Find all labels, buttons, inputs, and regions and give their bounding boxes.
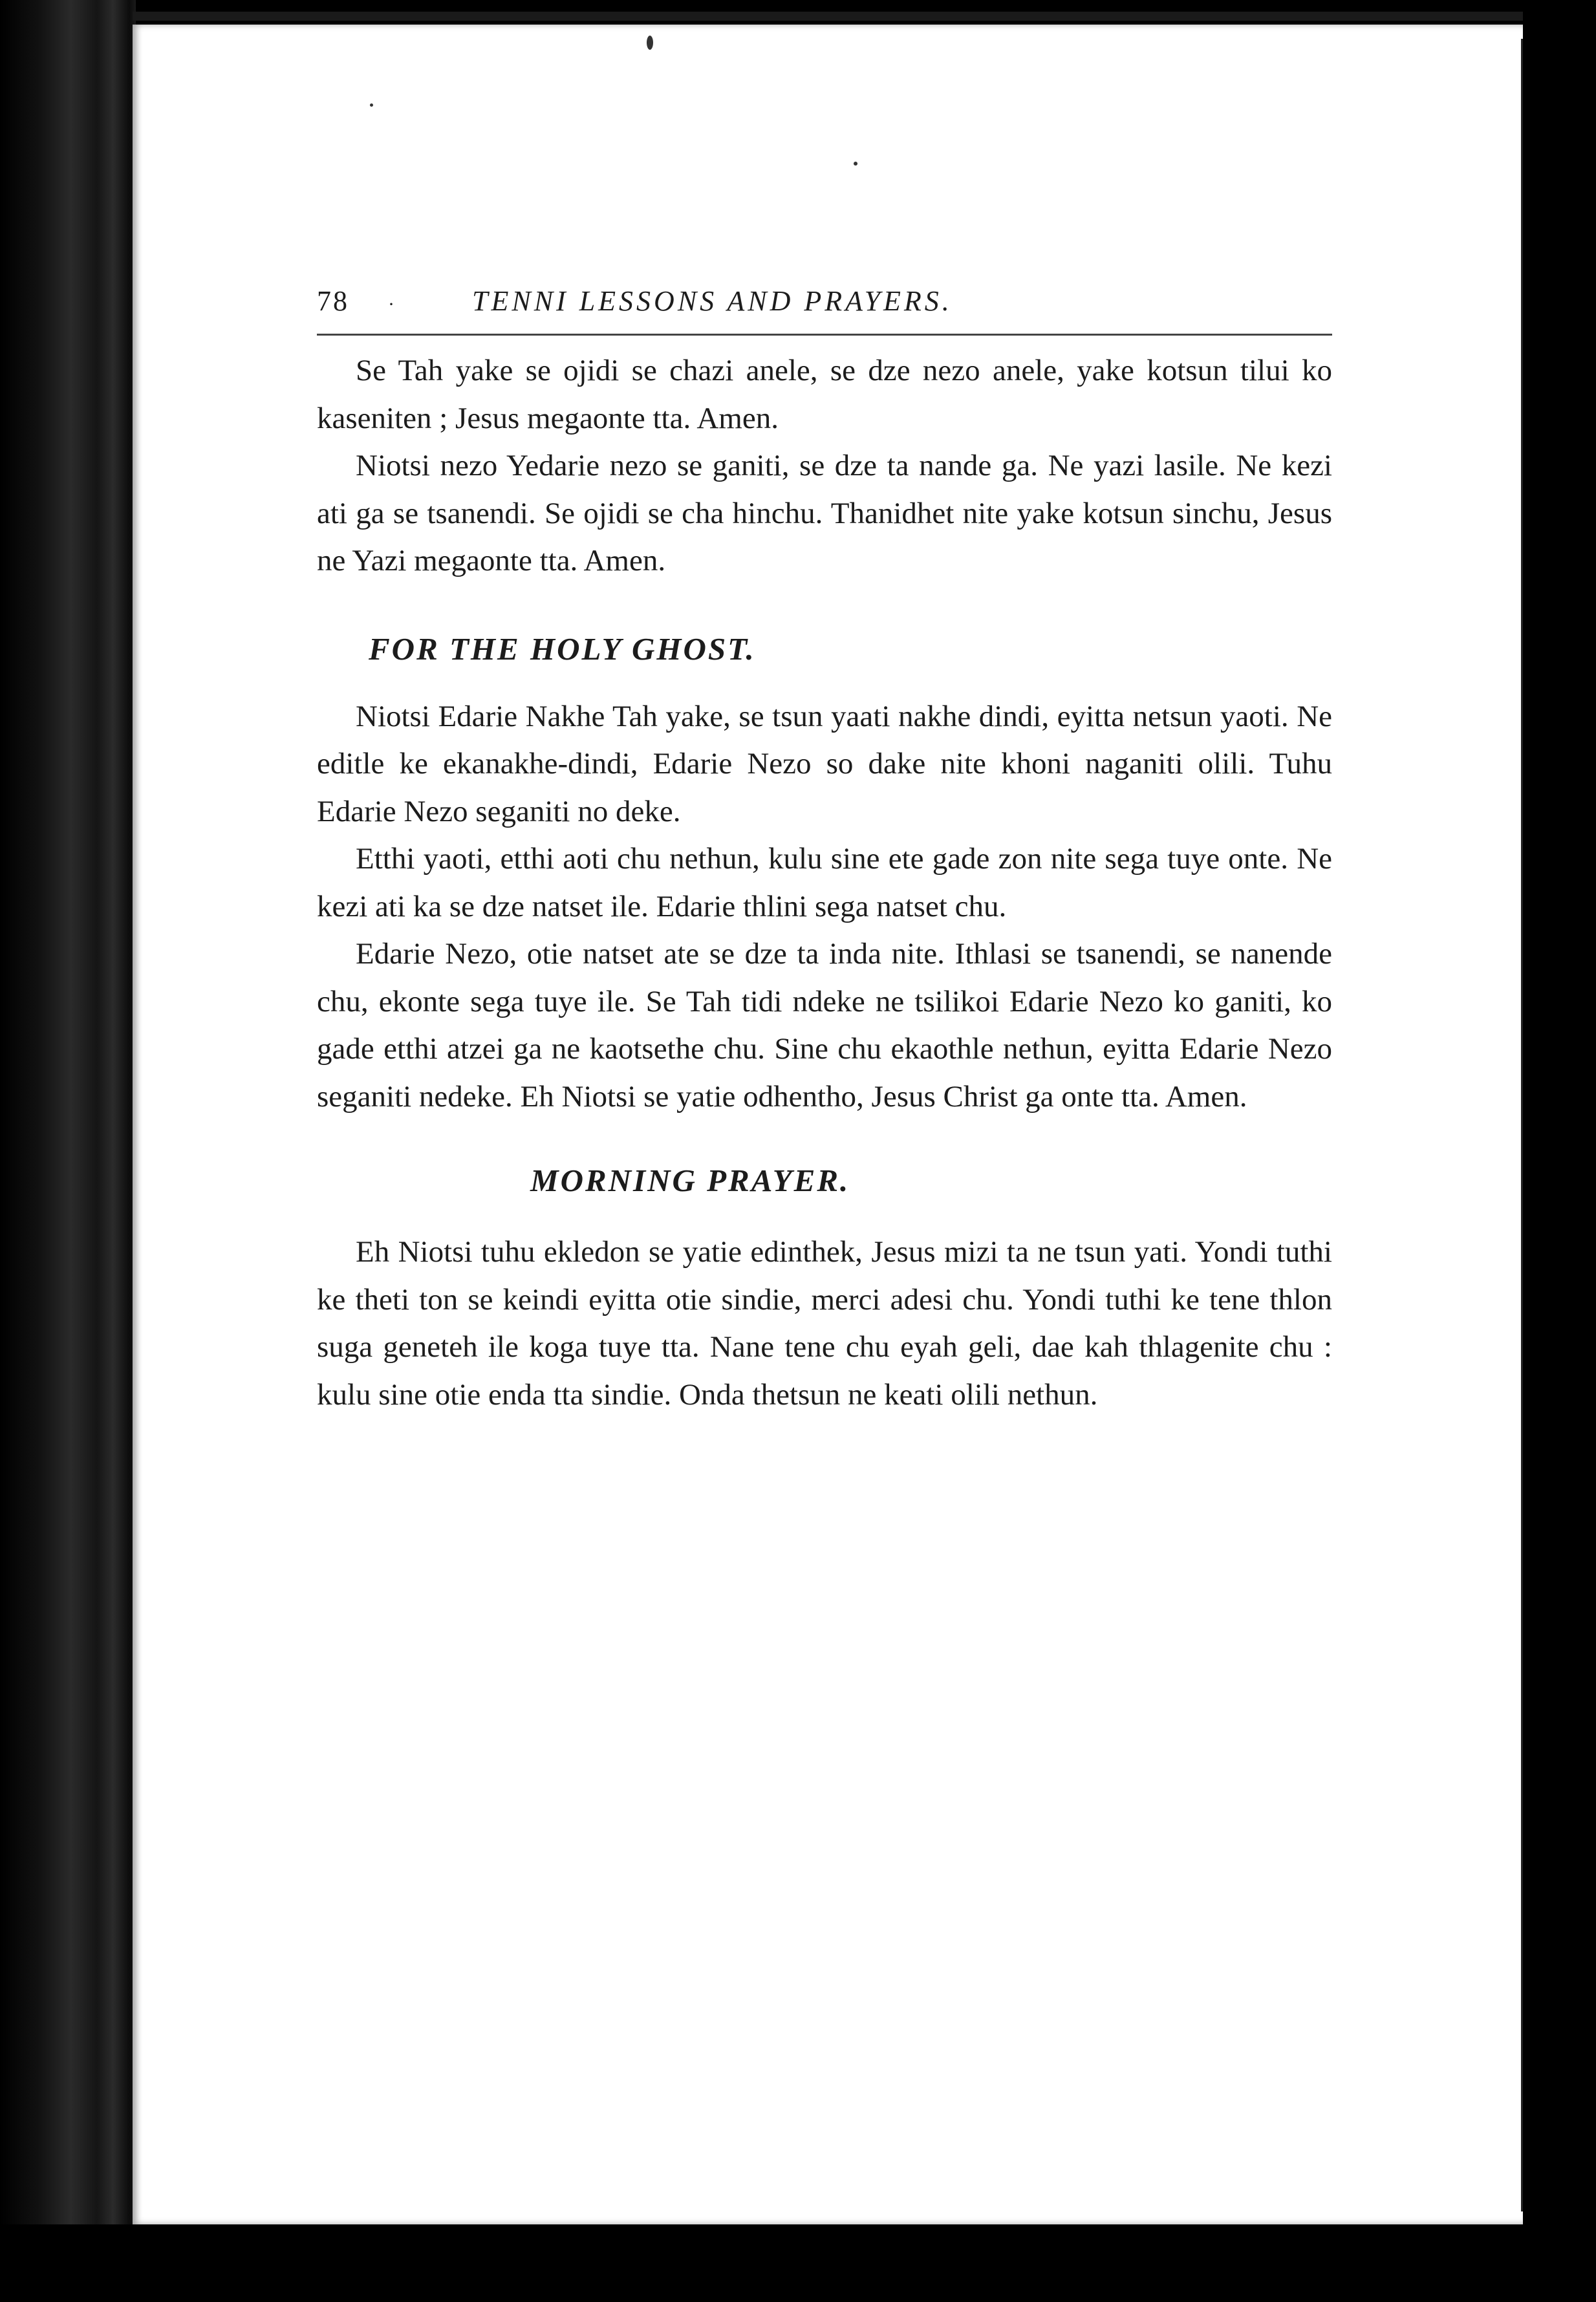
holy-ghost-paragraph-3: Edarie Nezo, otie natset ate se dze ta inda nite. Ithlasi se tsanendi, se nanende chu, ekonte sega tuye ile. Se Tah tidi ndeke ne tsilikoi Edarie Nezo ko ganiti, ko gade etthi atzei ga ne kaotsethe chu. Sine chu ekaothle nethun, eyitta Edarie Nezo seganiti nedeke. Eh Niotsi se yatie odhentho, Jesus Christ ga onte tta. Amen. — [317, 937, 1332, 1113]
page-number: 78 — [317, 285, 349, 317]
header-rule — [317, 334, 1332, 336]
intro-paragraph-2: Niotsi nezo Yedarie nezo se ganiti, se dze ta nande ga. Ne yazi lasile. Ne kezi ati ga se tsanendi. Se ojidi se cha hinchu. Thanidhet nite yake kotsun sinchu, Jesus ne Yazi megaonte tta. Amen. — [317, 449, 1332, 577]
running-head — [317, 285, 1332, 325]
intro-paragraph-1: Se Tah yake se ojidi se chazi anele, se dze nezo anele, yake kotsun tilui ko kaseniten ; Jesus megaonte tta. Amen. — [317, 354, 1332, 435]
holy-ghost-paragraph-1: Niotsi Edarie Nakhe Tah yake, se tsun yaati nakhe dindi, eyitta netsun yaoti. Ne editle ke ekanakhe-dindi, Edarie Nezo so dake nite khoni naganiti olili. Tuhu Edarie Nezo seganiti no deke. — [317, 699, 1332, 828]
section-heading-holy-ghost: FOR THE HOLY GHOST. — [369, 630, 756, 667]
section-heading-morning-prayer: MORNING PRAYER. — [530, 1163, 850, 1198]
holy-ghost-paragraph-2: Etthi yaoti, etthi aoti chu nethun, kulu sine ete gade zon nite sega tuye onte. Ne kezi ati ka se dze natset ile. Edarie thlini sega natset chu. — [317, 842, 1332, 923]
running-head-separator: · — [388, 294, 396, 315]
bottom-dark-margin — [0, 2224, 1596, 2302]
ink-speck — [370, 103, 373, 107]
book-binding-edge — [0, 0, 136, 2302]
running-head-title: TENNI LESSONS AND PRAYERS. — [472, 285, 953, 317]
morning-prayer-paragraph-1: Eh Niotsi tuhu ekledon se yatie edinthek, Jesus mizi ta ne tsun yati. Yondi tuthi ke theti ton se keindi eyitta otie sindie, merci adesi chu. Yondi tuthi ke tene thlon suga geneteh ile koga tuye tta. Nane tene chu eyah geli, dae kah thlagenite chu : kulu sine otie enda tta sindie. Onda thetsun ne keati olili nethun. — [317, 1235, 1332, 1412]
ink-speck — [854, 162, 857, 166]
page-content — [317, 285, 1332, 1419]
ink-speck — [647, 36, 653, 50]
right-dark-margin — [1523, 0, 1596, 2302]
top-page-edge — [133, 12, 1523, 21]
